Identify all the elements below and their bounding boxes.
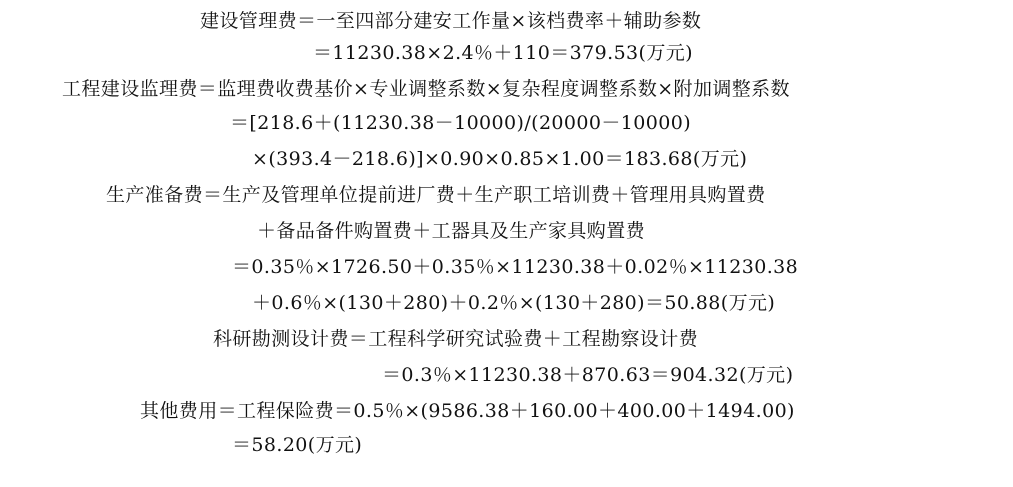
supervision-fee-calculation-line2: ×(393.4－218.6)]×0.90×0.85×1.00＝183.68(万元) bbox=[252, 148, 748, 170]
production-preparation-fee-formula-line1: 生产准备费＝生产及管理单位提前进厂费＋生产职工培训费＋管理用具购置费 bbox=[106, 184, 766, 206]
production-preparation-fee-calculation-line1: ＝0.35％×1726.50＋0.35％×11230.38＋0.02％×11230.38 bbox=[232, 256, 799, 278]
supervision-fee-calculation-line1: ＝[218.6＋(11230.38－10000)/(20000－10000) bbox=[230, 112, 692, 134]
production-preparation-fee-formula-line2: ＋备品备件购置费＋工器具及生产家具购置费 bbox=[257, 220, 646, 242]
production-preparation-fee-calculation-line2: ＋0.6％×(130＋280)＋0.2％×(130＋280)＝50.88(万元) bbox=[252, 292, 776, 314]
research-survey-design-fee-calculation: ＝0.3％×11230.38＋870.63＝904.32(万元) bbox=[382, 364, 794, 386]
construction-management-fee-calculation: ＝11230.38×2.4％＋110＝379.53(万元) bbox=[313, 42, 693, 64]
other-fees-result: ＝58.20(万元) bbox=[232, 434, 363, 456]
other-fees-formula: 其他费用＝工程保险费＝0.5％×(9586.38＋160.00＋400.00＋1494.00) bbox=[140, 400, 795, 422]
research-survey-design-fee-formula: 科研勘测设计费＝工程科学研究试验费＋工程勘察设计费 bbox=[213, 328, 699, 350]
construction-management-fee-formula: 建设管理费＝一至四部分建安工作量×该档费率＋辅助参数 bbox=[200, 10, 702, 32]
supervision-fee-formula: 工程建设监理费＝监理费收费基价×专业调整系数×复杂程度调整系数×附加调整系数 bbox=[62, 78, 790, 100]
